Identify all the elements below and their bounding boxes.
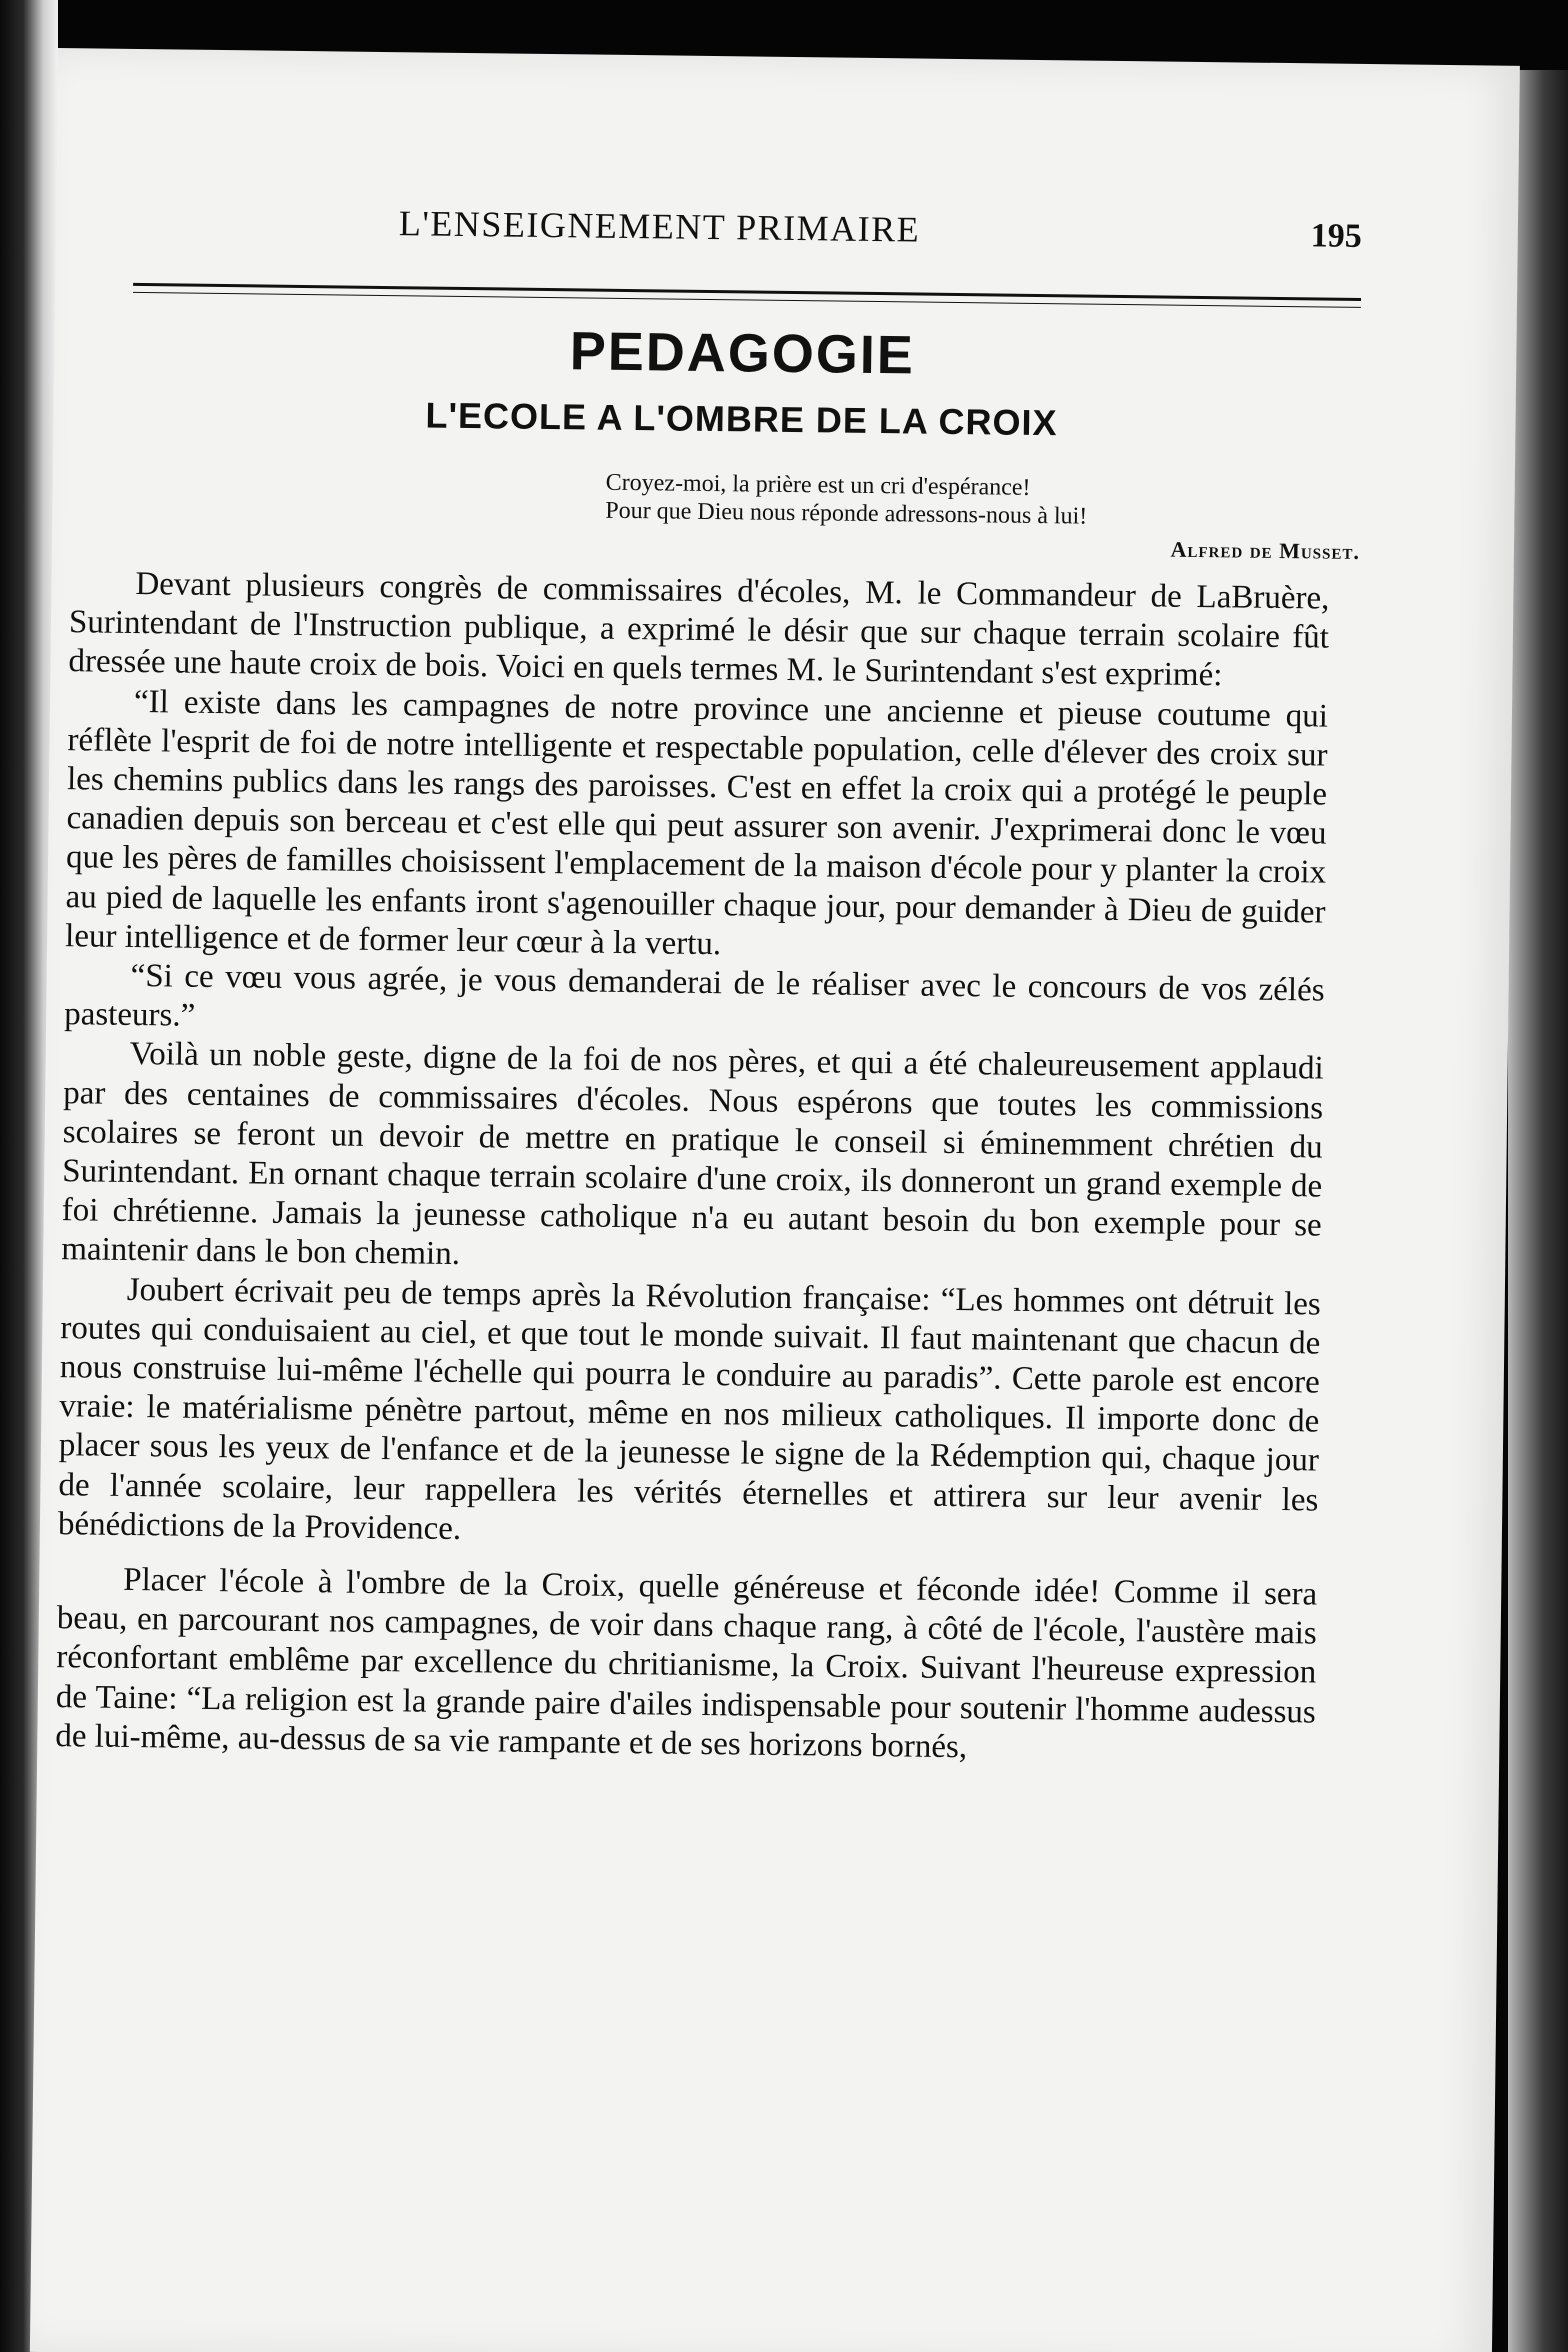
- paragraph: Placer l'école à l'ombre de la Croix, quelle généreuse et féconde idée! Comme il sera beau, en parcourant nos campagnes, de voir dans chaque rang, à côté de l'école, l'austère mais réconfortant emblême par excellence du chritianisme, la Croix. Suivant l'heureuse expression de Taine: “La religion est la grande paire d'ailes indispensable pour soutenir l'homme audessus de lui-même, au-dessus de sa vie rampante et de ses horizons bornés,: [55, 1561, 1318, 1766]
- epigraph-line: Croyez-moi, la prière est un cri d'espérance!: [605, 469, 1031, 501]
- epigraph-author: Alfred de Musset.: [1170, 536, 1361, 564]
- paragraph: Devant plusieurs congrès de commissaires d'écoles, M. le Commandeur de LaBruère, Surintendant de l'Instruction publique, a exprimé le désir que sur chaque terrain scolaire fût dressée une haute croix de bois. Voici en quels termes M. le Surintendant s'est exprimé:: [68, 565, 1330, 694]
- paragraph: “Si ce vœu vous agrée, je vous demanderai de le réaliser avec le concours de vos zélés pasteurs.”: [63, 957, 1325, 1034]
- epigraph: [605, 469, 1361, 566]
- book-spine-edge: [1508, 70, 1568, 2352]
- page-content: [55, 198, 1363, 1771]
- epigraph-line: Pour que Dieu nous réponde adressons-nous à lui!: [605, 497, 1088, 530]
- book-page: [30, 48, 1520, 2352]
- running-header: [73, 198, 1363, 273]
- paragraph: “Il existe dans les campagnes de notre province une ancienne et pieuse coutume qui réflète l'esprit de foi de notre intelligente et respectable population, celle d'élever des croix sur les chemins publics dans les rangs des paroisses. C'est en effet la croix qui a protégé le peuple canadien depuis son berceau et c'est elle qui peut assurer son avenir. J'exprimerai donc le vœu que les pères de familles choisissent l'emplacement de la maison d'école pour y planter la croix au pied de laquelle les enfants iront s'agenouiller chaque jour, pour demander à Dieu de guider leur intelligence et de former leur cœur à la vertu.: [64, 683, 1329, 962]
- section-title: PEDAGOGIE: [569, 321, 916, 386]
- page-number: 195: [1310, 217, 1363, 255]
- paragraph: Joubert écrivait peu de temps après la Révolution française: “Les hommes ont détruit les routes qui conduisaient au ciel, et que tout le monde suivait. Il faut maintenant que chacun de nous construise lui-même l'échelle qui pourra le conduire au paradis”. Cette parole est encore vraie: le matérialisme pénètre partout, même en nos milieux catholiques. Il importe donc de placer sous les yeux de l'enfance et de la jeunesse le signe de la Rédemption qui, chaque jour de l'année scolaire, leur rappellera les vérités éternelles et attirera sur leur avenir les bénédictions de la Providence.: [57, 1271, 1321, 1547]
- article-body: [55, 564, 1329, 1771]
- header-rule: [133, 283, 1361, 308]
- running-title: L'ENSEIGNEMENT PRIMAIRE: [398, 203, 921, 250]
- paragraph: Voilà un noble geste, digne de la foi de nos pères, et qui a été chaleureusement applaudi par des centaines de commissaires d'écoles. Nous espérons que toutes les commissions scolaires se feront un devoir de mettre en pratique le conseil si éminemment chrétien du Surintendant. En ornant chaque terrain scolaire d'une croix, ils donneront un grand exemple de foi chrétienne. Jamais la jeunesse catholique n'a eu autant besoin du bon exemple pour se maintenir dans le bon chemin.: [61, 1036, 1324, 1273]
- article-title: L'ECOLE A L'OMBRE DE LA CROIX: [425, 394, 1058, 444]
